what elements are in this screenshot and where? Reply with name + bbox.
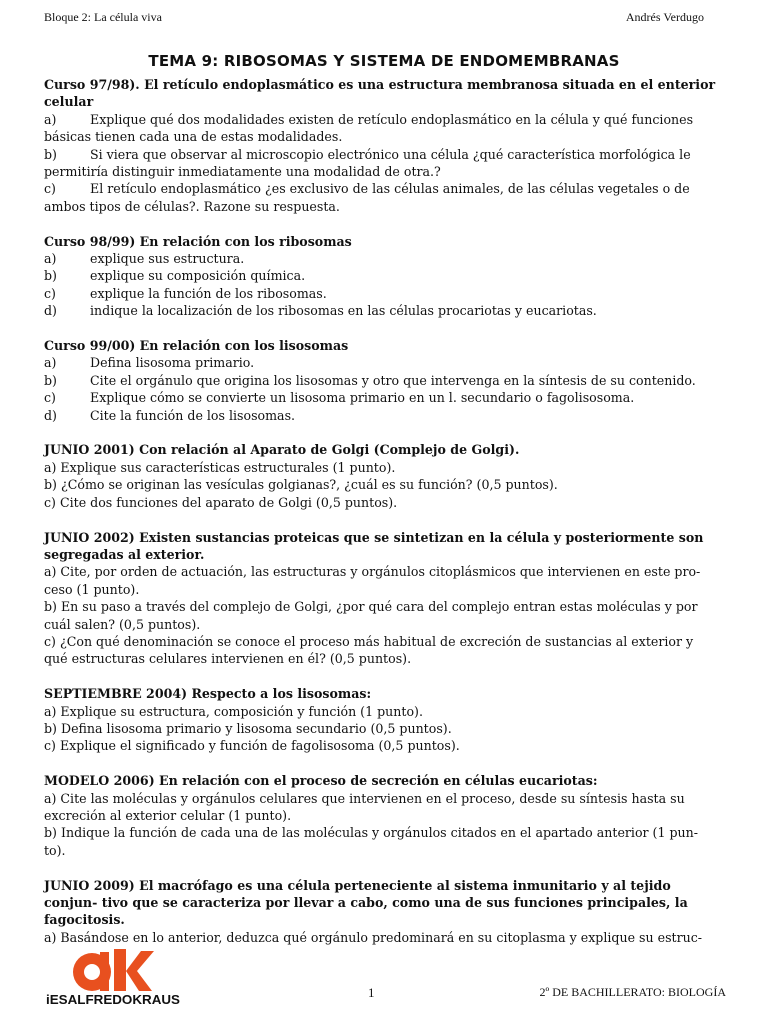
item-text: explique la función de los ribosomas. — [90, 285, 327, 301]
question-heading: Curso 99/00) En relación con los lisosomas — [44, 338, 349, 354]
question-item: a) Explique sus características estructurales (1 punto). — [44, 459, 396, 475]
question-item — [44, 285, 720, 302]
question-junio-2001 — [44, 441, 720, 511]
question-heading: JUNIO 2009) El macrófago es una célula perteneciente al sistema inmunitario y al tejido conjun- tivo que se caracteriza por llevar a cabo, como una de sus funciones principales, la fagocitosis. — [44, 877, 688, 928]
item-letter: b) — [44, 268, 57, 284]
item-letter: a) — [44, 355, 57, 371]
question-heading: MODELO 2006) En relación con el proceso de secreción en células eucariotas: — [44, 773, 598, 789]
question-heading: JUNIO 2001) Con relación al Aparato de Golgi (Complejo de Golgi). — [44, 442, 520, 458]
item-text: Explique cómo se convierte un lisosoma primario en un l. secundario o fagolisosoma. — [90, 390, 635, 406]
question-item: a) Basándose en lo anterior, deduzca qué orgánulo predominará en su citoplasma y explique su estruc- — [44, 929, 703, 945]
item-letter: c) — [44, 390, 56, 406]
question-curso-98-99 — [44, 233, 720, 320]
question-item — [44, 407, 720, 424]
item-text: explique su composición química. — [90, 268, 306, 284]
question-junio-2009 — [44, 877, 720, 947]
question-item: b) Indique la función de cada una de las moléculas y orgánulos citados en el apartado anterior (1 pun- to). — [44, 825, 699, 858]
item-letter: c) — [44, 181, 56, 197]
item-letter: b) — [44, 146, 57, 162]
header-block-title: Bloque 2: La célula viva — [44, 10, 162, 24]
item-text: Si viera que observar al microscopio electrónico una célula ¿qué característica morfológica le permitiría distinguir inmediatamente una modalidad de otra.? — [44, 146, 691, 180]
item-letter: d) — [44, 303, 57, 319]
question-junio-2002 — [44, 529, 720, 668]
question-item: a) Cite, por orden de actuación, las estructuras y orgánulos citoplásmicos que intervienen en este pro- ceso (1 punto). — [44, 564, 701, 597]
question-heading: SEPTIEMBRE 2004) Respecto a los lisosomas: — [44, 686, 372, 702]
item-text: indique la localización de los ribosomas en las células procariotas y eucariotas. — [90, 303, 597, 319]
question-item — [44, 180, 720, 215]
question-item — [44, 302, 720, 319]
document-body — [44, 76, 720, 964]
logo-wordmark: iESALFREDOKRAUS — [46, 992, 181, 1007]
question-modelo-2006 — [44, 772, 720, 859]
item-text: Cite el orgánulo que origina los lisosomas y otro que intervenga en la síntesis de su contenido. — [90, 372, 696, 388]
question-item — [44, 354, 720, 371]
question-septiembre-2004 — [44, 685, 720, 755]
item-letter: a) — [44, 111, 57, 127]
question-heading: JUNIO 2002) Existen sustancias proteicas que se sintetizan en la célula y posteriormente son segregadas al exterior. — [44, 529, 704, 562]
question-curso-99-00 — [44, 337, 720, 424]
item-letter: b) — [44, 372, 57, 388]
item-letter: d) — [44, 407, 57, 423]
question-curso-97-98 — [44, 76, 720, 215]
page-header — [44, 10, 704, 26]
page-title: TEMA 9: RIBOSOMAS Y SISTEMA DE ENDOMEMBRANAS — [148, 52, 620, 70]
question-item: b) ¿Cómo se originan las vesículas golgianas?, ¿cuál es su función? (0,5 puntos). — [44, 477, 558, 493]
question-item: a) Explique su estructura, composición y función (1 punto). — [44, 703, 423, 719]
school-logo — [44, 948, 184, 1008]
question-item — [44, 389, 720, 406]
question-item: c) Explique el significado y función de fagolisosoma (0,5 puntos). — [44, 738, 460, 754]
item-text: Cite la función de los lisosomas. — [90, 407, 296, 423]
question-item: a) Cite las moléculas y orgánulos celulares que intervienen en el proceso, desde su síntesis hasta su excreción al exterior celular (1 punto). — [44, 790, 685, 823]
page-number: 1 — [368, 985, 375, 1000]
header-author: Andrés Verdugo — [625, 10, 704, 24]
question-item — [44, 372, 720, 389]
footer-course: 2º DE BACHILLERATO: BIOLOGÍA — [539, 985, 726, 999]
question-item — [44, 267, 720, 284]
ak-logo-icon — [44, 948, 184, 1008]
item-text: Defina lisosoma primario. — [90, 355, 255, 371]
item-text: explique sus estructura. — [90, 251, 245, 267]
item-letter: a) — [44, 251, 57, 267]
item-text: El retículo endoplasmático ¿es exclusivo de las células animales, de las células vegetales o de ambos tipos de células?. Razone su respuesta. — [44, 181, 690, 214]
question-item — [44, 250, 720, 267]
question-item — [44, 146, 720, 181]
question-heading: Curso 98/99) En relación con los ribosomas — [44, 233, 352, 249]
question-item: c) ¿Con qué denominación se conoce el proceso más habitual de excreción de sustancias al exterior y qué estructuras celulares intervienen en él? (0,5 puntos). — [44, 633, 694, 667]
item-letter: c) — [44, 285, 56, 301]
item-text: Explique qué dos modalidades existen de retículo endoplasmático en la célula y qué funciones básicas tienen cada una de estas modalidades. — [44, 111, 694, 145]
question-item: b) Defina lisosoma primario y lisosoma secundario (0,5 puntos). — [44, 720, 452, 736]
question-item: b) En su paso a través del complejo de Golgi, ¿por qué cara del complejo entran estas moléculas y por cuál salen? (0,5 puntos). — [44, 599, 698, 632]
question-item: c) Cite dos funciones del aparato de Golgi (0,5 puntos). — [44, 494, 398, 510]
question-item — [44, 111, 720, 146]
question-heading: Curso 97/98). El retículo endoplasmático es una estructura membranosa situada en el enterior celular — [44, 77, 716, 110]
